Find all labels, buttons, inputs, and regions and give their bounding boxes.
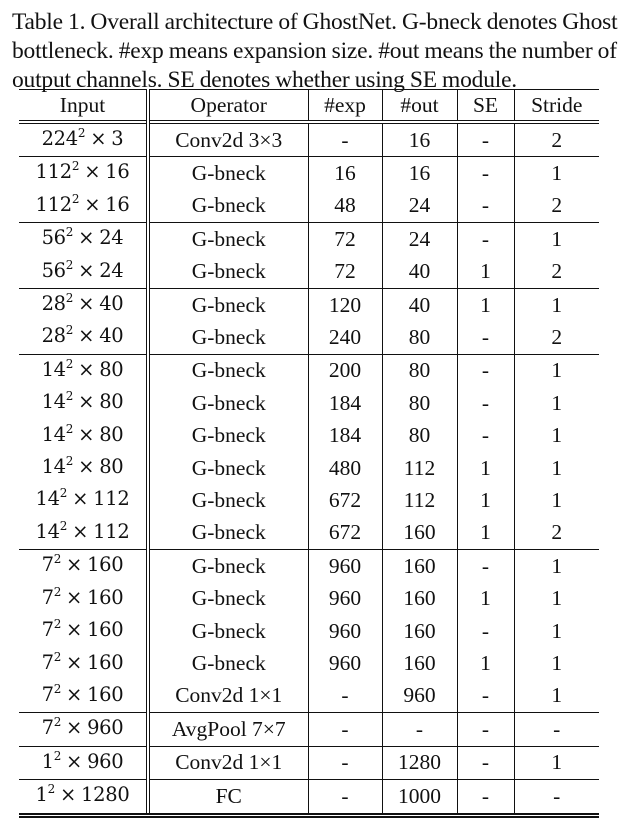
- cell-exp: 672: [308, 484, 382, 516]
- input-exponent: 2: [53, 649, 62, 664]
- cell-out: 160: [382, 615, 457, 647]
- input-channels: 16: [105, 192, 130, 216]
- cell-exp: 184: [308, 420, 382, 452]
- cell-exp: -: [308, 122, 382, 157]
- input-exponent: 2: [53, 552, 62, 567]
- table-row: [19, 615, 599, 647]
- cell-input: [19, 223, 148, 256]
- input-exponent: 2: [65, 323, 74, 338]
- cell-input: [19, 452, 148, 484]
- input-resolution: 56: [41, 226, 66, 250]
- cell-input: [19, 746, 148, 779]
- cell-input: [19, 713, 148, 746]
- input-exponent: 2: [65, 421, 74, 436]
- cell-stride: 1: [514, 452, 599, 484]
- cell-se: -: [457, 780, 514, 815]
- times-symbol: ×: [66, 749, 83, 773]
- times-symbol: ×: [84, 160, 101, 184]
- input-resolution: 7: [41, 553, 54, 577]
- cell-operator: G-bneck: [148, 190, 308, 223]
- input-resolution: 224: [41, 127, 78, 150]
- cell-stride: 2: [514, 190, 599, 223]
- times-symbol: ×: [59, 783, 77, 807]
- cell-stride: 1: [514, 387, 599, 419]
- cell-exp: 960: [308, 615, 382, 647]
- cell-out: 80: [382, 354, 457, 387]
- cell-exp: 480: [308, 452, 382, 484]
- cell-stride: 1: [514, 289, 599, 322]
- times-symbol: ×: [66, 682, 83, 706]
- cell-stride: 1: [514, 223, 599, 256]
- cell-operator: G-bneck: [148, 583, 308, 615]
- architecture-table: [19, 89, 599, 818]
- cell-stride: 1: [514, 420, 599, 452]
- table-row: [19, 387, 599, 419]
- times-symbol: ×: [78, 357, 95, 381]
- times-symbol: ×: [66, 618, 83, 642]
- input-channels: 16: [105, 160, 130, 184]
- cell-se: 1: [457, 256, 514, 289]
- cell-exp: 72: [308, 256, 382, 289]
- architecture-table-container: [19, 89, 599, 818]
- cell-input: [19, 387, 148, 419]
- cell-exp: -: [308, 780, 382, 815]
- times-symbol: ×: [78, 258, 95, 282]
- cell-operator: Conv2d 1×1: [148, 746, 308, 779]
- input-exponent: 2: [65, 389, 74, 404]
- cell-operator: G-bneck: [148, 452, 308, 484]
- cell-out: 960: [382, 680, 457, 713]
- header-operator: Operator: [148, 90, 308, 123]
- cell-input: [19, 680, 148, 713]
- input-resolution: 14: [41, 422, 66, 446]
- cell-operator: G-bneck: [148, 420, 308, 452]
- times-symbol: ×: [78, 324, 95, 348]
- input-exponent: 2: [59, 518, 68, 533]
- cell-exp: 48: [308, 190, 382, 223]
- cell-exp: 16: [308, 157, 382, 190]
- cell-se: -: [457, 420, 514, 452]
- cell-stride: 1: [514, 354, 599, 387]
- cell-out: 80: [382, 420, 457, 452]
- input-resolution: 14: [41, 390, 66, 414]
- cell-se: -: [457, 713, 514, 746]
- input-exponent: 2: [65, 356, 74, 371]
- cell-exp: 200: [308, 354, 382, 387]
- input-exponent: 2: [47, 782, 55, 797]
- cell-stride: 1: [514, 157, 599, 190]
- cell-operator: G-bneck: [148, 484, 308, 516]
- cell-se: -: [457, 190, 514, 223]
- cell-exp: 960: [308, 583, 382, 615]
- cell-stride: 2: [514, 517, 599, 550]
- cell-se: -: [457, 615, 514, 647]
- input-channels: 1280: [81, 783, 130, 807]
- times-symbol: ×: [66, 650, 83, 674]
- input-channels: 40: [99, 324, 124, 348]
- cell-stride: 1: [514, 583, 599, 615]
- header-stride: Stride: [514, 90, 599, 123]
- cell-se: -: [457, 387, 514, 419]
- cell-input: [19, 354, 148, 387]
- cell-input: [19, 420, 148, 452]
- cell-operator: FC: [148, 780, 308, 815]
- times-symbol: ×: [72, 487, 89, 511]
- cell-exp: 120: [308, 289, 382, 322]
- table-row: [19, 517, 599, 550]
- cell-exp: 960: [308, 648, 382, 680]
- header-input: Input: [19, 90, 148, 123]
- input-resolution: 112: [35, 160, 72, 184]
- times-symbol: ×: [84, 192, 101, 216]
- input-resolution: 7: [41, 716, 54, 740]
- input-exponent: 2: [65, 257, 74, 272]
- input-resolution: 14: [35, 487, 60, 511]
- table-row: [19, 648, 599, 680]
- cell-se: -: [457, 223, 514, 256]
- input-exponent: 2: [53, 681, 62, 696]
- times-symbol: ×: [66, 716, 83, 740]
- table-row: [19, 452, 599, 484]
- table-row: [19, 157, 599, 190]
- table-row: [19, 420, 599, 452]
- cell-operator: G-bneck: [148, 157, 308, 190]
- cell-out: 112: [382, 452, 457, 484]
- header-out: #out: [382, 90, 457, 123]
- cell-input: [19, 615, 148, 647]
- cell-input: [19, 289, 148, 322]
- cell-out: 40: [382, 256, 457, 289]
- input-resolution: 28: [41, 324, 66, 348]
- table-row: [19, 190, 599, 223]
- table-row: [19, 484, 599, 516]
- input-resolution: 1: [41, 749, 54, 773]
- input-resolution: 7: [41, 682, 54, 706]
- input-channels: 3: [111, 127, 124, 150]
- cell-out: 1280: [382, 746, 457, 779]
- cell-exp: -: [308, 680, 382, 713]
- input-channels: 960: [87, 749, 124, 773]
- input-channels: 80: [99, 422, 124, 446]
- cell-stride: 1: [514, 746, 599, 779]
- cell-out: 80: [382, 387, 457, 419]
- cell-input: [19, 190, 148, 223]
- cell-out: 40: [382, 289, 457, 322]
- table-row: [19, 583, 599, 615]
- input-channels: 112: [93, 487, 130, 511]
- cell-out: -: [382, 713, 457, 746]
- table-row: [19, 746, 599, 779]
- cell-out: 160: [382, 517, 457, 550]
- table-row: [19, 713, 599, 746]
- cell-stride: -: [514, 780, 599, 815]
- input-channels: 24: [99, 226, 124, 250]
- cell-stride: 1: [514, 615, 599, 647]
- cell-stride: 2: [514, 122, 599, 157]
- input-resolution: 7: [41, 585, 54, 609]
- cell-input: [19, 648, 148, 680]
- cell-se: -: [457, 354, 514, 387]
- table-caption: Table 1. Overall architecture of GhostNet. G-bneck denotes Ghost bottleneck. #exp means expansion size. #out means the number of output channels. SE denotes whether using SE module.: [12, 9, 618, 93]
- cell-stride: 1: [514, 680, 599, 713]
- cell-out: 160: [382, 583, 457, 615]
- cell-exp: 184: [308, 387, 382, 419]
- input-channels: 960: [87, 716, 124, 740]
- cell-se: -: [457, 680, 514, 713]
- header-se: SE: [457, 90, 514, 123]
- input-channels: 80: [99, 455, 124, 479]
- times-symbol: ×: [90, 127, 107, 150]
- cell-stride: 2: [514, 256, 599, 289]
- input-exponent: 2: [65, 454, 74, 469]
- input-resolution: 14: [41, 455, 66, 479]
- input-channels: 160: [87, 650, 124, 674]
- cell-out: 80: [382, 321, 457, 354]
- cell-input: [19, 256, 148, 289]
- input-resolution: 14: [35, 519, 60, 543]
- cell-input: [19, 157, 148, 190]
- input-exponent: 2: [53, 748, 62, 763]
- cell-input: [19, 583, 148, 615]
- cell-stride: 1: [514, 648, 599, 680]
- input-exponent: 2: [53, 617, 62, 632]
- cell-stride: 1: [514, 484, 599, 516]
- cell-exp: -: [308, 713, 382, 746]
- times-symbol: ×: [66, 585, 83, 609]
- cell-se: 1: [457, 648, 514, 680]
- cell-operator: G-bneck: [148, 648, 308, 680]
- table-row: [19, 321, 599, 354]
- input-channels: 112: [93, 519, 130, 543]
- cell-operator: Conv2d 3×3: [148, 122, 308, 157]
- cell-out: 24: [382, 190, 457, 223]
- cell-input: [19, 780, 148, 815]
- cell-operator: G-bneck: [148, 321, 308, 354]
- input-resolution: 56: [41, 258, 66, 282]
- cell-input: [19, 484, 148, 516]
- table-row: [19, 780, 599, 815]
- cell-out: 160: [382, 550, 457, 583]
- header-exp: #exp: [308, 90, 382, 123]
- input-channels: 24: [99, 258, 124, 282]
- table-row: [19, 354, 599, 387]
- cell-se: -: [457, 550, 514, 583]
- input-channels: 160: [87, 618, 124, 642]
- cell-operator: Conv2d 1×1: [148, 680, 308, 713]
- cell-exp: 672: [308, 517, 382, 550]
- input-resolution: 112: [35, 192, 72, 216]
- table-row: [19, 550, 599, 583]
- input-resolution: 7: [41, 618, 54, 642]
- input-channels: 160: [87, 585, 124, 609]
- cell-se: -: [457, 321, 514, 354]
- cell-stride: -: [514, 713, 599, 746]
- input-exponent: 2: [65, 291, 74, 306]
- times-symbol: ×: [78, 226, 95, 250]
- times-symbol: ×: [78, 455, 95, 479]
- cell-exp: 72: [308, 223, 382, 256]
- cell-se: -: [457, 746, 514, 779]
- input-exponent: 2: [59, 486, 68, 501]
- table-row: [19, 122, 599, 157]
- cell-se: 1: [457, 583, 514, 615]
- cell-exp: 960: [308, 550, 382, 583]
- cell-se: 1: [457, 484, 514, 516]
- times-symbol: ×: [72, 519, 89, 543]
- table-row: [19, 680, 599, 713]
- input-channels: 80: [99, 357, 124, 381]
- table-header: [19, 90, 599, 123]
- input-exponent: 2: [77, 126, 86, 140]
- cell-out: 16: [382, 122, 457, 157]
- cell-out: 112: [382, 484, 457, 516]
- input-exponent: 2: [71, 159, 80, 174]
- table-body: [19, 122, 599, 815]
- cell-out: 24: [382, 223, 457, 256]
- cell-out: 160: [382, 648, 457, 680]
- input-exponent: 2: [53, 584, 62, 599]
- input-channels: 40: [99, 292, 124, 316]
- cell-operator: G-bneck: [148, 550, 308, 583]
- cell-exp: -: [308, 746, 382, 779]
- input-resolution: 14: [41, 357, 66, 381]
- cell-operator: G-bneck: [148, 256, 308, 289]
- table-row: [19, 289, 599, 322]
- cell-operator: G-bneck: [148, 615, 308, 647]
- cell-operator: AvgPool 7×7: [148, 713, 308, 746]
- cell-operator: G-bneck: [148, 223, 308, 256]
- cell-se: -: [457, 157, 514, 190]
- input-channels: 80: [99, 390, 124, 414]
- cell-se: 1: [457, 289, 514, 322]
- cell-se: 1: [457, 517, 514, 550]
- cell-input: [19, 517, 148, 550]
- input-resolution: 1: [35, 783, 48, 807]
- cell-out: 1000: [382, 780, 457, 815]
- times-symbol: ×: [78, 422, 95, 446]
- cell-se: -: [457, 122, 514, 157]
- cell-stride: 2: [514, 321, 599, 354]
- table-row: [19, 223, 599, 256]
- cell-stride: 1: [514, 550, 599, 583]
- cell-operator: G-bneck: [148, 517, 308, 550]
- cell-operator: G-bneck: [148, 354, 308, 387]
- cell-input: [19, 550, 148, 583]
- cell-operator: G-bneck: [148, 387, 308, 419]
- cell-input: [19, 122, 148, 157]
- times-symbol: ×: [78, 292, 95, 316]
- table-row: [19, 256, 599, 289]
- cell-se: 1: [457, 452, 514, 484]
- input-resolution: 28: [41, 292, 66, 316]
- times-symbol: ×: [66, 553, 83, 577]
- cell-operator: G-bneck: [148, 289, 308, 322]
- input-exponent: 2: [71, 191, 80, 206]
- input-exponent: 2: [65, 225, 74, 240]
- times-symbol: ×: [78, 390, 95, 414]
- cell-input: [19, 321, 148, 354]
- input-exponent: 2: [53, 715, 62, 730]
- cell-exp: 240: [308, 321, 382, 354]
- input-resolution: 7: [41, 650, 54, 674]
- input-channels: 160: [87, 553, 124, 577]
- cell-out: 16: [382, 157, 457, 190]
- input-channels: 160: [87, 682, 124, 706]
